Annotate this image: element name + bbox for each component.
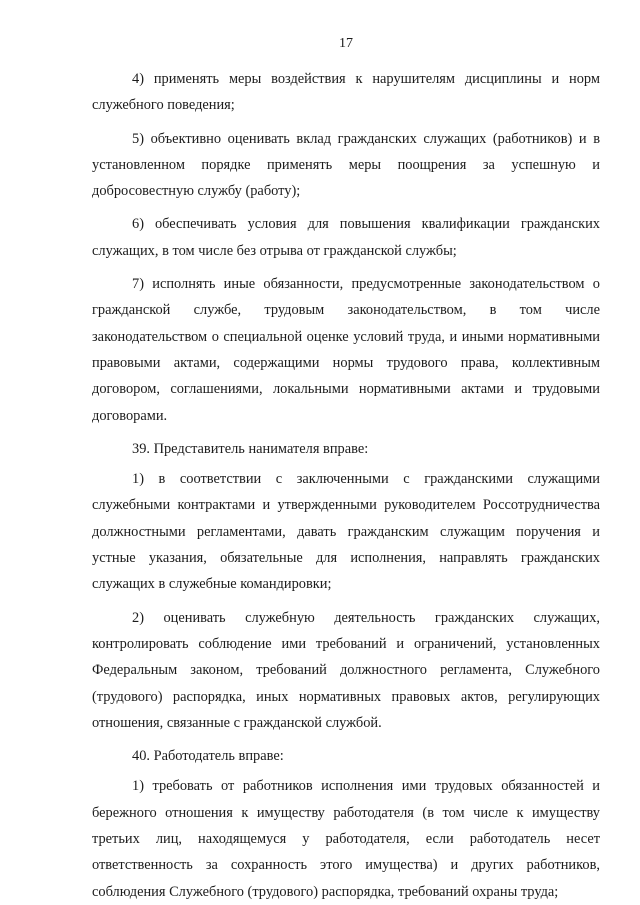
paragraph-item-7: 7) исполнять иные обязанности, предусмотренные законодательством о гражданской службе, трудовым законодательством, в том числе законодательством о специальной оценке условий труда, и иными нормативными правовыми актами, содержащими нормы трудового права, коллективным договором, соглашениями, локальными нормативными актами и трудовыми договорами.	[92, 276, 600, 424]
paragraph-item-6: 6) обеспечивать условия для повышения квалификации гражданских служащих, в том числе без отрыва от гражданской службы;	[92, 216, 600, 259]
page-number: 17	[339, 36, 353, 51]
paragraph-item-4: 4) применять меры воздействия к нарушителям дисциплины и норм служебного поведения;	[92, 71, 600, 114]
paragraph-item-5: 5) объективно оценивать вклад гражданских служащих (работников) и в установленном порядке применять меры поощрения за успешную и добросовестную службу (работу);	[92, 130, 600, 200]
paragraph-39-item-2: 2) оценивать служебную деятельность гражданских служащих, контролировать соблюдение ими требований и ограничений, установленных Федеральным законом, требований должностного регламента, Служебного (трудового) распорядка, иных нормативных правовых актов, регулирующих отношения, связанные с гражданской службой.	[92, 609, 600, 731]
section-40-heading: 40. Работодатель вправе:	[132, 748, 284, 765]
paragraph-40-item-1: 1) требовать от работников исполнения ими трудовых обязанностей и бережного отношения к имуществу работодателя (в том числе к имуществу третьих лиц, находящемуся у работодателя, если работодатель несет ответственность за сохранность этого имущества) и других работников, соблюдения Служебного (трудового) распорядка, требований охраны труда;	[92, 778, 600, 900]
paragraph-39-item-1: 1) в соответствии с заключенными с гражданскими служащими служебными контрактами и утвержденными руководителем Россотрудничества должностными регламентами, давать гражданским служащим поручения и устные указания, обязательные для исполнения, направлять гражданских служащих в служебные командировки;	[92, 471, 600, 593]
section-39-heading: 39. Представитель нанимателя вправе:	[132, 440, 369, 457]
